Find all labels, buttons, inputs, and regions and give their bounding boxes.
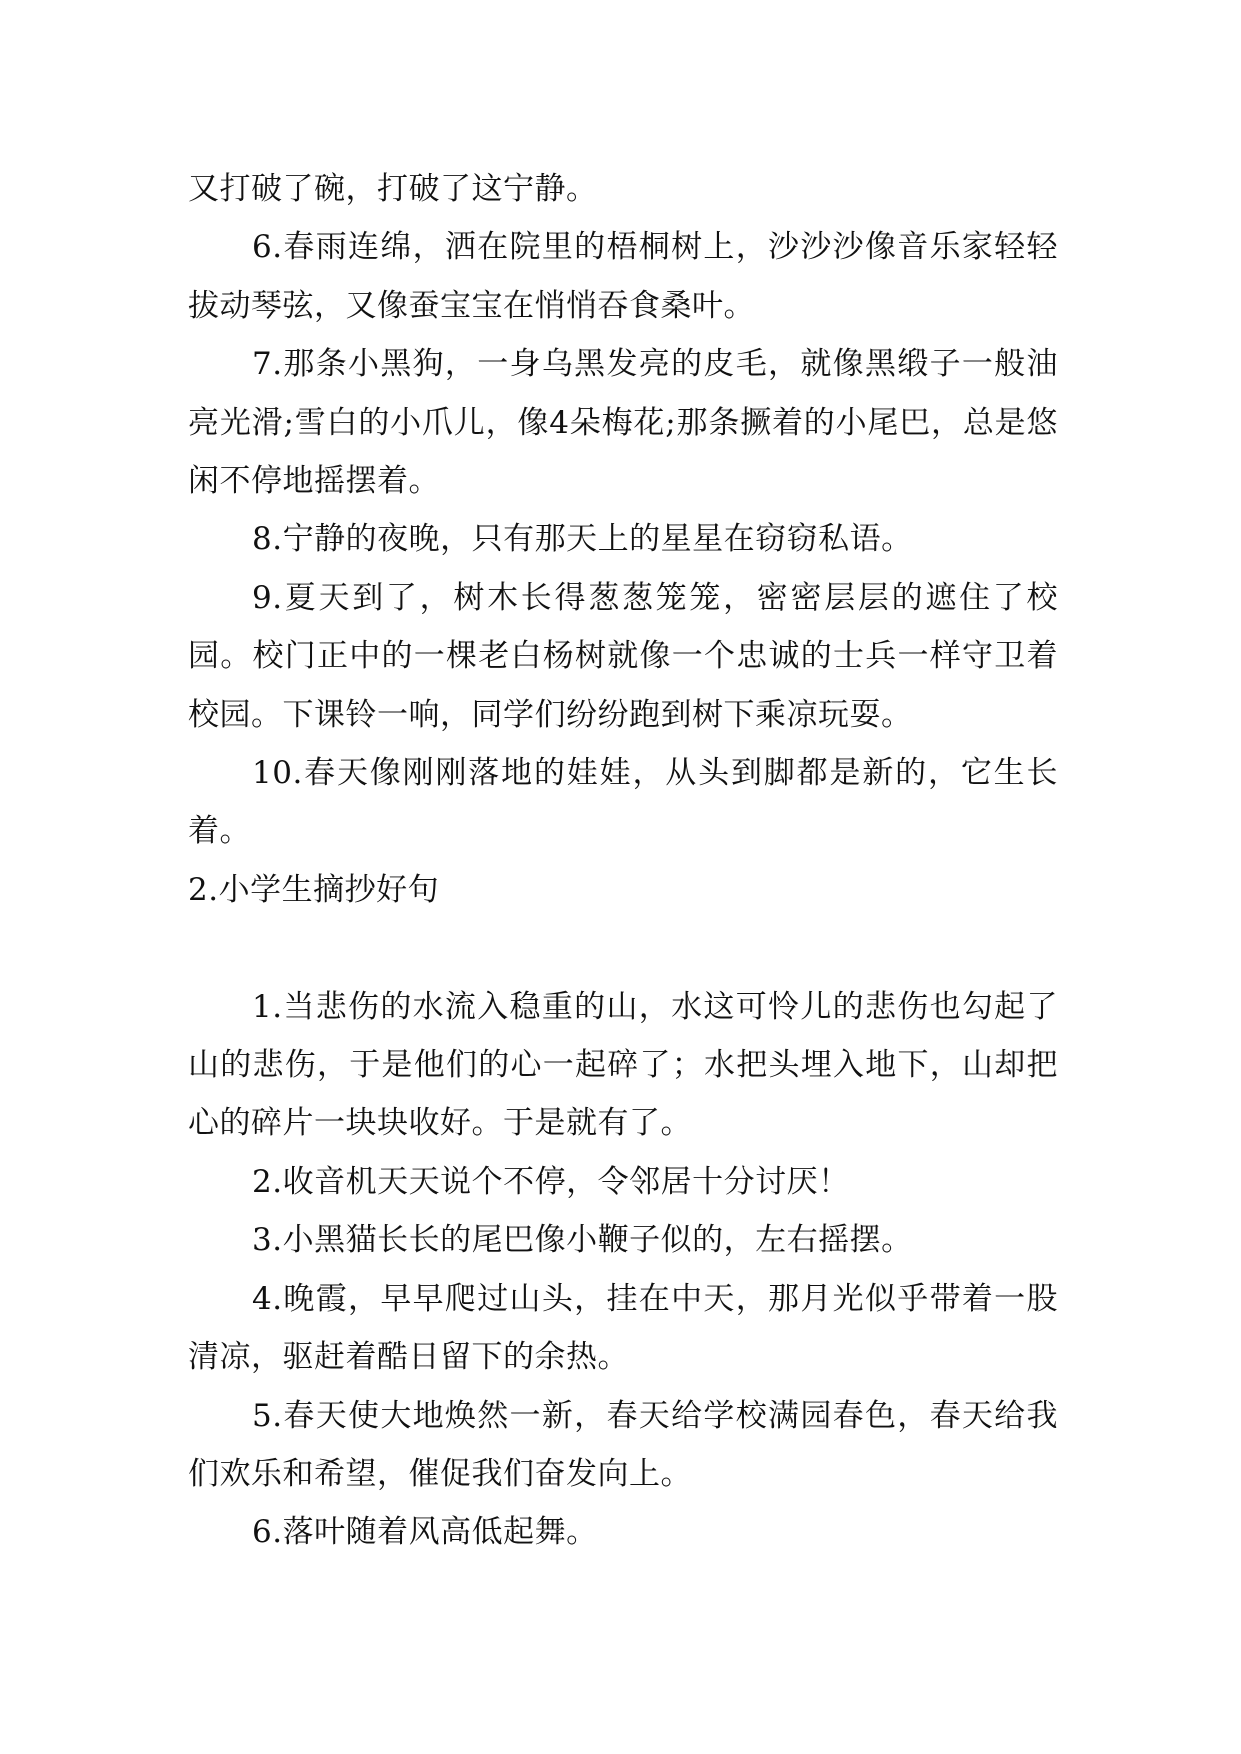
document-body bbox=[188, 160, 1058, 1562]
sentence-item-9: 9.夏天到了，树木长得葱葱笼笼，密密层层的遮住了校园。校门正中的一棵老白杨树就像一个忠诚的士兵一样守卫着校园。下课铃一响，同学们纷纷跑到树下乘凉玩耍。 bbox=[188, 579, 1058, 733]
sentence-item-10: 10.春天像刚刚落地的娃娃，从头到脚都是新的，它生长着。 bbox=[188, 755, 1058, 850]
sentence-item-3: 3.小黑猫长长的尾巴像小鞭子似的，左右摇摆。 bbox=[252, 1222, 913, 1259]
blank-line bbox=[188, 919, 1058, 977]
sentence-item-8: 8.宁静的夜晚，只有那天上的星星在窃窃私语。 bbox=[252, 521, 913, 558]
paragraph-continuation: 又打破了碗，打破了这宁静。 bbox=[188, 171, 598, 207]
sentence-item-5: 5.春天使大地焕然一新，春天给学校满园春色，春天给我们欢乐和希望，催促我们奋发向上。 bbox=[188, 1397, 1058, 1492]
sentence-item-2: 2.收音机天天说个不停，令邻居十分讨厌！ bbox=[252, 1163, 850, 1200]
sentence-item-7: 7.那条小黑狗，一身乌黑发亮的皮毛，就像黑缎子一般油亮光滑;雪白的小爪儿，像4朵梅花;那条撅着的小尾巴，总是悠闲不停地摇摆着。 bbox=[188, 346, 1058, 500]
sentence-item-1: 1.当悲伤的水流入稳重的山，水这可怜儿的悲伤也勾起了山的悲伤，于是他们的心一起碎了；水把头埋入地下，山却把心的碎片一块块收好。于是就有了。 bbox=[188, 988, 1058, 1142]
section-heading: 2.小学生摘抄好句 bbox=[188, 871, 440, 908]
sentence-item-6: 6.春雨连绵，洒在院里的梧桐树上，沙沙沙像音乐家轻轻拔动琴弦，又像蚕宝宝在悄悄吞食桑叶。 bbox=[188, 229, 1058, 324]
sentence-item-4: 4.晚霞，早早爬过山头，挂在中天，那月光似乎带着一股清凉，驱赶着酷日留下的余热。 bbox=[188, 1280, 1058, 1376]
sentence-item-6b: 6.落叶随着风高低起舞。 bbox=[252, 1514, 598, 1551]
